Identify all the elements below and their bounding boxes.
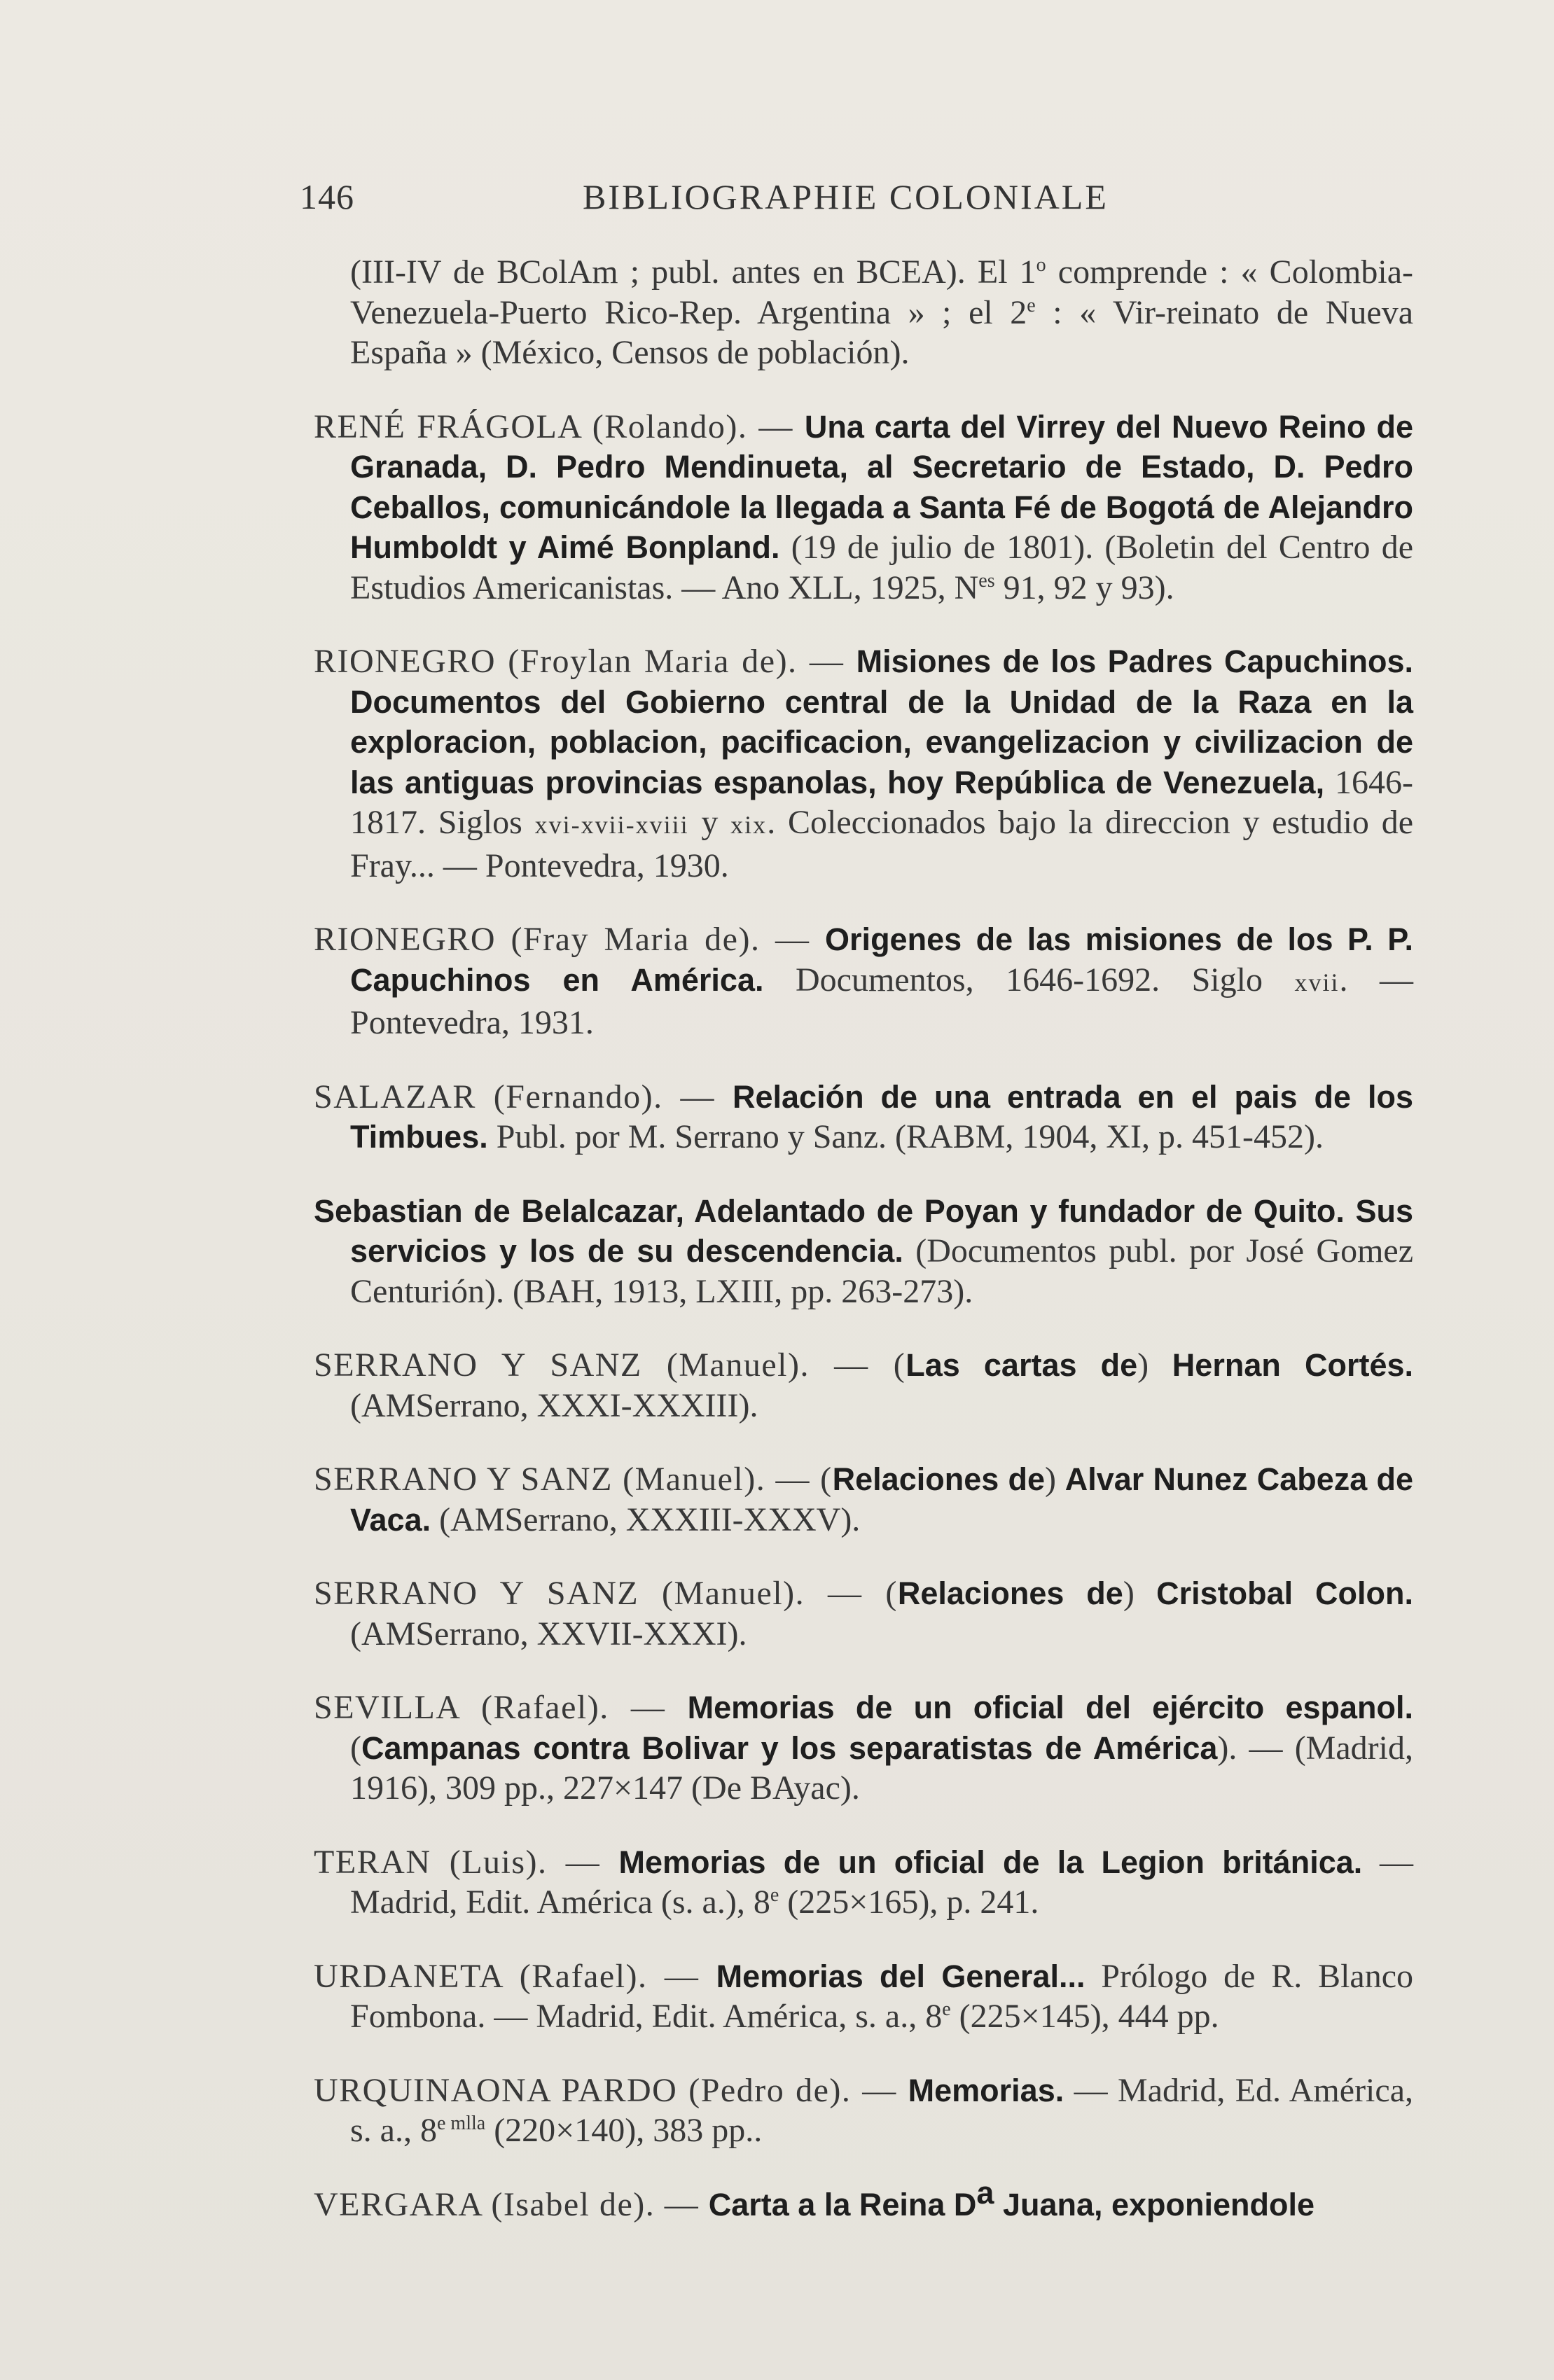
bibliography-entry: [314, 1077, 1413, 1157]
superscript: e: [942, 1998, 951, 2020]
entry-author: TERAN (Luis). —: [314, 1843, 619, 1881]
entry-author: SALAZAR (Fernando). —: [314, 1078, 733, 1115]
entry-text: ): [1123, 1575, 1157, 1612]
entry-title: Memorias de un oficial del ejército espanol.: [687, 1690, 1413, 1725]
entry-title: Las cartas de: [906, 1347, 1138, 1383]
entry-author: URQUINAONA PARDO (Pedro de). —: [314, 2071, 908, 2109]
bibliography-entry: [314, 641, 1413, 886]
entry-text: — Madrid, Edit. América (s. a.), 8: [350, 1843, 1413, 1921]
entry-title: Sebastian de Belalcazar, Adelantado de Poyan y fundador de Quito. Sus servicios y los de su descendencia.: [314, 1192, 1413, 1269]
entry-text: (: [350, 1729, 361, 1767]
bibliography-entry: [314, 919, 1413, 1043]
entry-author: SERRANO Y SANZ (Manuel). — (: [314, 1346, 906, 1384]
entry-text: (225×165), p. 241.: [779, 1884, 1039, 1921]
superscript: e: [1027, 294, 1036, 316]
page-number: 146: [300, 177, 354, 216]
entry-title: Alvar Nunez Cabeza de Vaca.: [350, 1461, 1414, 1538]
small-caps-text: xvi-xvii-xviii: [534, 811, 689, 839]
superscript: es: [978, 569, 995, 592]
entry-text: (III-IV de BColAm ; publ. antes en BCEA). El 1: [350, 253, 1036, 291]
entry-text: (225×145), 444 pp.: [950, 1998, 1219, 2035]
bibliography-entry: [314, 1573, 1413, 1654]
entry-text: comprende : « Colombia-Venezuela-Puerto Rico-Rep. Argentina » ; el 2: [350, 253, 1413, 331]
entry-title: Relaciones de: [897, 1575, 1123, 1611]
bibliography-entry: [314, 2071, 1413, 2151]
entry-title: Carta a la Reina D: [708, 2186, 977, 2222]
entry-text: y: [688, 804, 731, 841]
entry-text: (AMSerrano, XXXI-XXXIII).: [350, 1386, 758, 1424]
entry-title: Origenes de las misiones de los P. P. Capuchinos en América.: [350, 921, 1414, 998]
entry-text: : « Vir-reinato de Nueva España » (México, Censos de población).: [350, 293, 1414, 371]
bibliography-entry: [314, 1956, 1413, 2037]
bibliography-entry: [314, 1191, 1413, 1312]
bibliography-entry: [314, 1687, 1413, 1809]
entry-author: RIONEGRO (Froylan Maria de). —: [314, 643, 856, 680]
entry-text: . — Pontevedra, 1931.: [350, 961, 1414, 1041]
entry-text: Publ. por M. Serrano y Sanz. (RABM, 1904, XI, p. 451-452).: [487, 1118, 1324, 1155]
entry-title: Memorias del General...: [716, 1958, 1085, 1994]
entry-title: Relación de una entrada en el pais de los Timbues.: [350, 1078, 1413, 1155]
entry-title: Campanas contra Bolivar y los separatistas de América: [361, 1730, 1218, 1766]
entry-title: Cristobal Colon.: [1156, 1575, 1414, 1611]
entry-text: Documentos, 1646-1692. Siglo: [763, 961, 1295, 998]
entry-author: URDANETA (Rafael). —: [314, 1957, 716, 1995]
entry-text: ): [1137, 1346, 1172, 1384]
small-caps-text: xvii: [1294, 968, 1340, 996]
entry-text: — Madrid, Ed. América, s. a., 8: [350, 2071, 1414, 2149]
bibliography-entry: [314, 1842, 1413, 1923]
page-header: [0, 176, 1554, 225]
entry-text: (AMSerrano, XXVII-XXXI).: [350, 1615, 747, 1652]
entry-text: ): [1045, 1461, 1065, 1498]
bibliography-entry: [314, 407, 1413, 608]
entry-text: (AMSerrano, XXXIII-XXXV).: [431, 1501, 861, 1538]
entry-text: Prólogo de R. Blanco Fombona. — Madrid, Edit. América, s. a., 8: [350, 1957, 1414, 2035]
entry-text: 1646-1817. Siglos: [350, 763, 1414, 841]
bibliography-list: [314, 253, 1414, 2237]
entry-author: SEVILLA (Rafael). —: [314, 1689, 688, 1726]
entry-text: 91, 92 y 93).: [994, 569, 1174, 606]
entry-title: Relaciones de: [832, 1461, 1045, 1497]
entry-author: RENÉ FRÁGOLA (Rolando). —: [314, 408, 805, 445]
bibliography-entry: [314, 252, 1413, 373]
entry-text: ). — (Madrid, 1916), 309 pp., 227×147 (De BAyac).: [350, 1729, 1413, 1807]
running-head: BIBLIOGRAPHIE COLONIALE: [583, 177, 1109, 216]
entry-title: Juana, exponiendole: [994, 2186, 1315, 2222]
superscript: a: [976, 2174, 994, 2211]
entry-title: Memorias de un oficial de la Legion británica.: [618, 1844, 1363, 1880]
entry-text: (Documentos publ. por José Gomez Centurión). (BAH, 1913, LXIII, pp. 263-273).: [350, 1232, 1414, 1310]
entry-title: Misiones de los Padres Capuchinos. Documentos del Gobierno central de la Unidad de la Raza en la exploracion, poblacion, pacificacion, evangelizacion y civilizacion de las antiguas provincias espanolas, hoy República de Venezuela,: [350, 643, 1413, 800]
entry-text: (220×140), 383 pp..: [485, 2112, 763, 2149]
entry-text: . Coleccionados bajo la direccion y estudio de Fray... — Pontevedra, 1930.: [350, 804, 1414, 884]
entry-title: Una carta del Virrey del Nuevo Reino de Granada, D. Pedro Mendinueta, al Secretario de Estado, D. Pedro Ceballos, comunicándole la llegada a Santa Fé de Bogotá de Alejandro Humboldt y Aimé Bonpland.: [350, 408, 1414, 565]
superscript: e: [770, 1884, 779, 1906]
entry-author: RIONEGRO (Fray Maria de). —: [314, 921, 826, 958]
bibliography-entry: [314, 1345, 1413, 1426]
small-caps-text: xix: [730, 811, 768, 839]
entry-author: SERRANO Y SANZ (Manuel). — (: [314, 1575, 898, 1612]
entry-author: VERGARA (Isabel de). —: [314, 2185, 709, 2223]
entry-text: (19 de julio de 1801). (Boletin del Centro de Estudios Americanistas. — Ano XLL, 1925, N: [350, 529, 1413, 606]
bibliography-entry: [314, 2174, 1413, 2225]
entry-author: SERRANO Y SANZ (Manuel). — (: [314, 1461, 833, 1498]
superscript: o: [1036, 254, 1046, 276]
superscript: e mlla: [436, 2113, 486, 2134]
entry-title: Memorias.: [908, 2072, 1064, 2108]
bibliography-entry: [314, 1459, 1413, 1540]
entry-title: Hernan Cortés.: [1172, 1347, 1414, 1383]
